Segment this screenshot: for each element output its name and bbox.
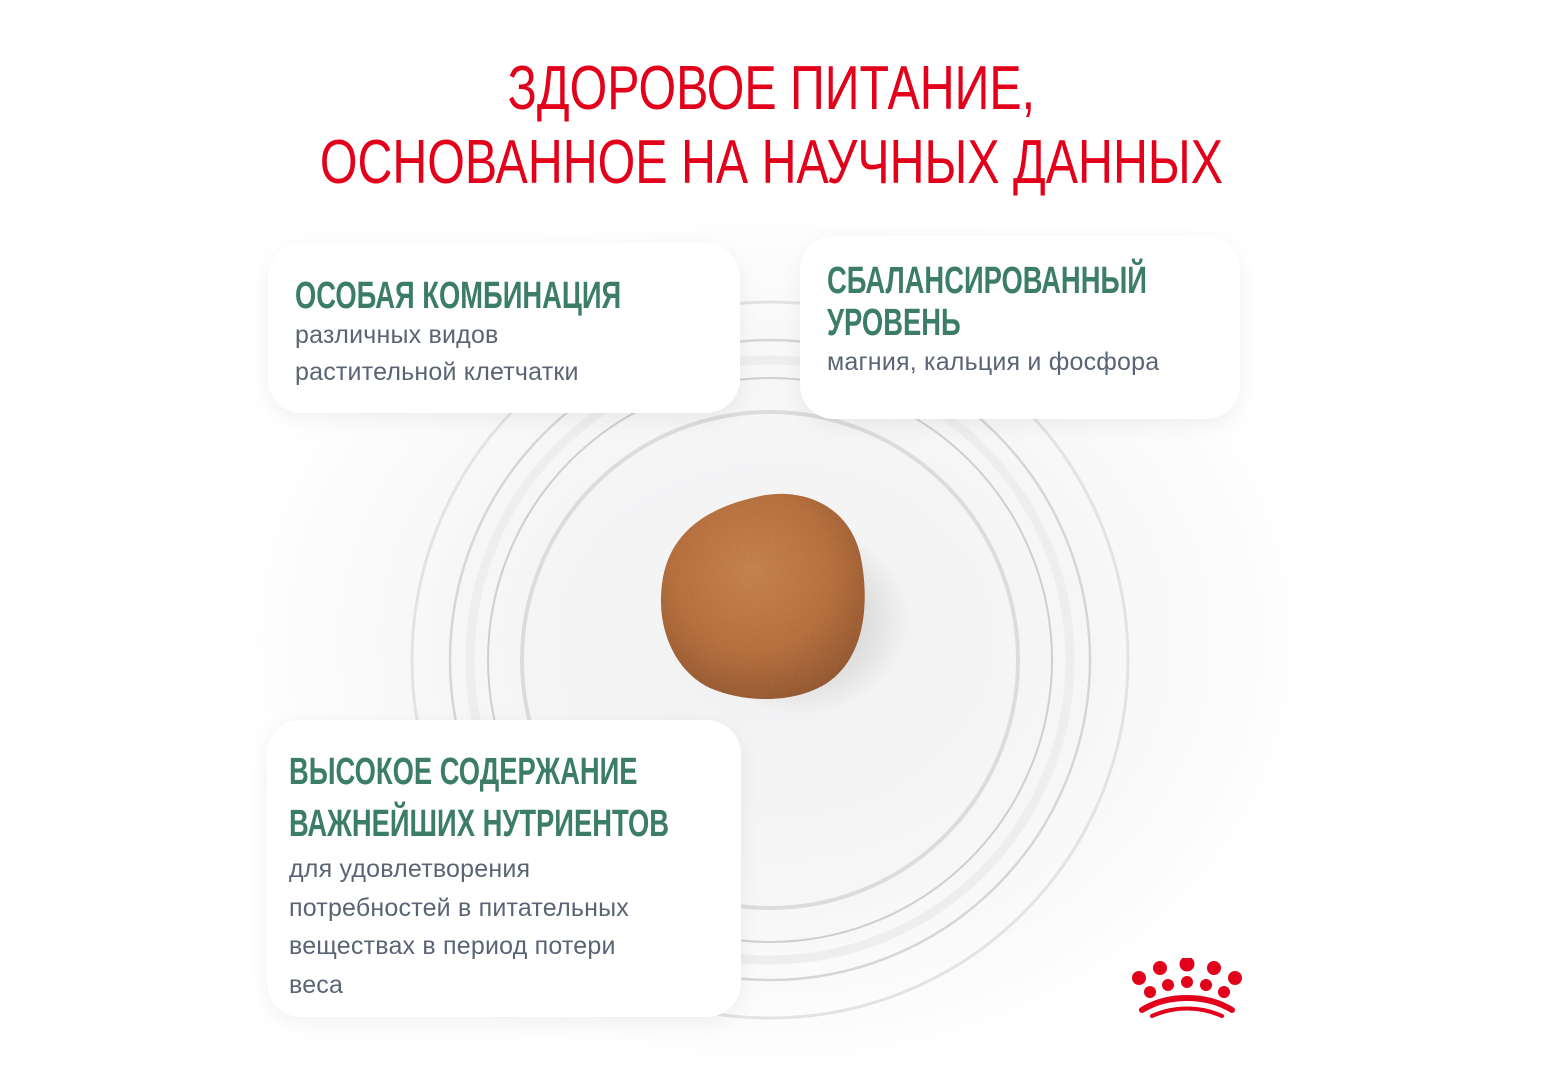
- card-text-line: для удовлетворения: [289, 855, 531, 883]
- kibble-icon: [640, 480, 910, 730]
- benefit-card-fiber: [268, 243, 740, 413]
- royal-canin-crown-icon: [1128, 958, 1246, 1020]
- page-title: [170, 52, 1374, 200]
- card-text-line: магния, кальция и фосфора: [827, 348, 1160, 376]
- card-text-line: веществах в период потери: [289, 932, 616, 960]
- card-text-line: растительной клетчатки: [295, 358, 579, 386]
- card-heading-line: УРОВЕНЬ: [827, 302, 961, 344]
- card-heading-line: ВЫСОКОЕ СОДЕРЖАНИЕ: [289, 751, 638, 793]
- card-text-line: веса: [289, 970, 344, 999]
- title-line-1: ЗДОРОВОЕ ПИТАНИЕ,: [507, 54, 1036, 123]
- card-heading-line: ВАЖНЕЙШИХ НУТРИЕНТОВ: [289, 803, 670, 845]
- card-heading-line: СБАЛАНСИРОВАННЫЙ: [827, 260, 1147, 302]
- title-line-2: ОСНОВАННОЕ НА НАУЧНЫХ ДАННЫХ: [319, 128, 1223, 197]
- benefit-card-nutrients: [267, 720, 741, 1017]
- card-heading: [827, 260, 1147, 344]
- card-text-line: различных видов: [295, 321, 499, 349]
- card-heading-line: ОСОБАЯ КОМБИНАЦИЯ: [295, 275, 622, 317]
- card-text: [295, 317, 716, 391]
- benefit-card-minerals: [800, 236, 1240, 419]
- card-text: [827, 344, 1220, 381]
- card-text: [289, 850, 721, 1004]
- card-text-line: потребностей в питательных: [289, 893, 629, 922]
- card-heading: [289, 746, 670, 850]
- card-heading: [295, 275, 622, 317]
